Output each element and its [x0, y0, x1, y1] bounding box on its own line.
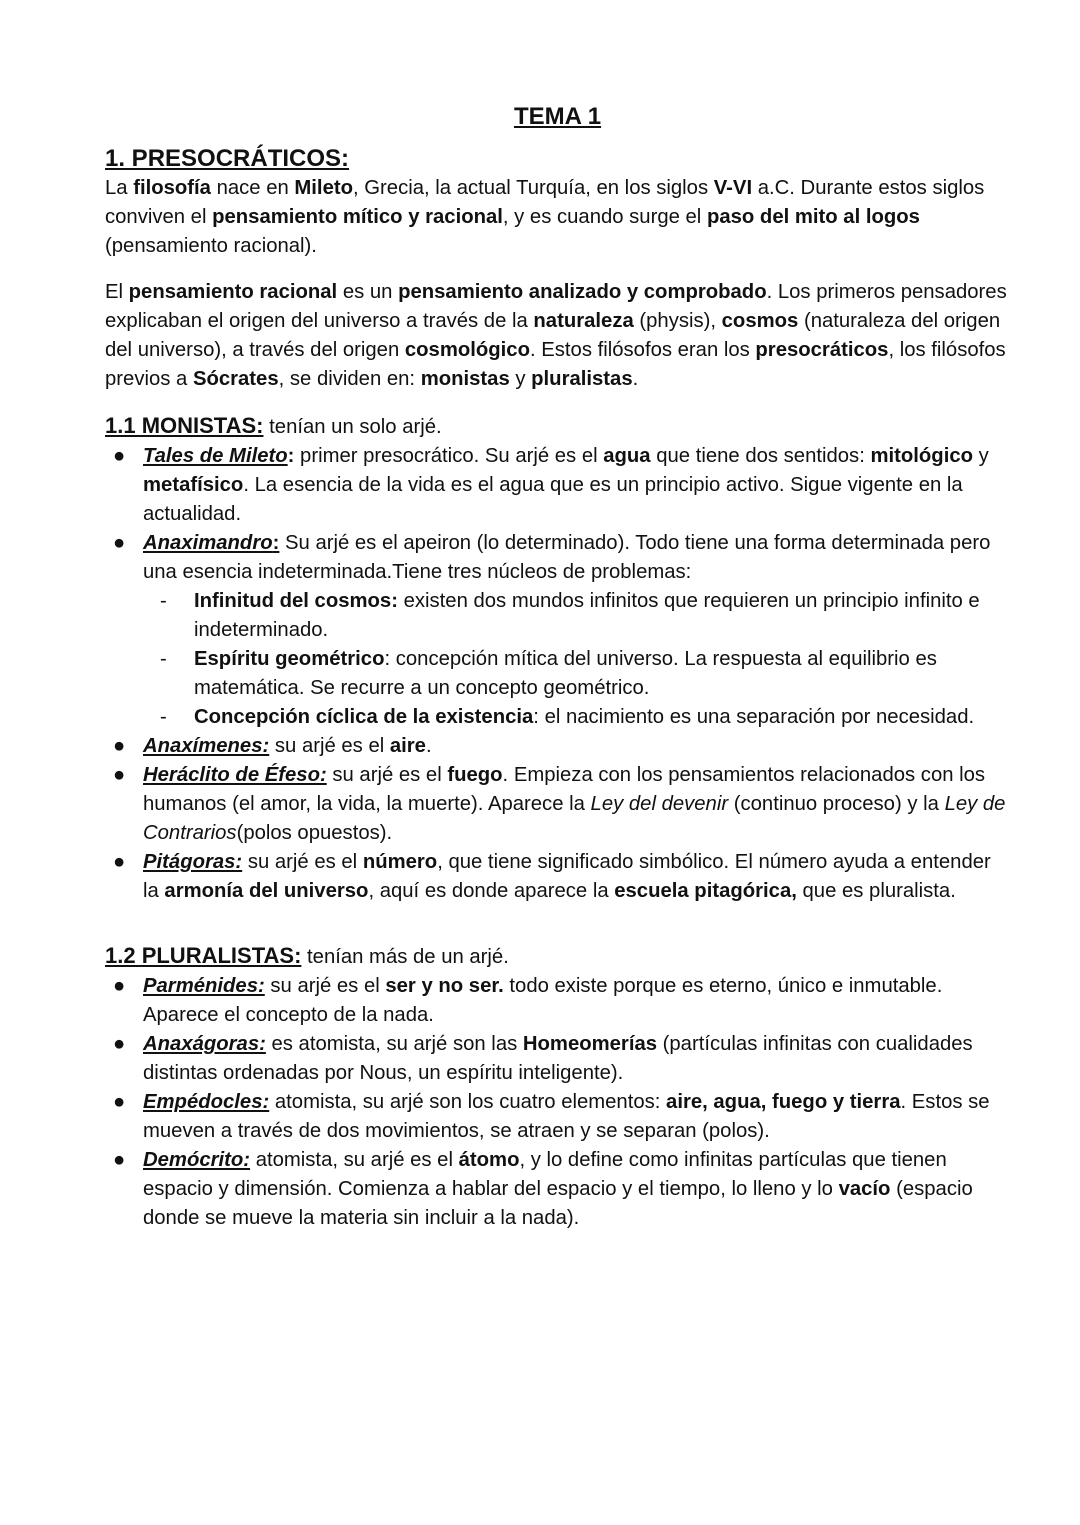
dash-marker: - [160, 590, 167, 612]
bullet-icon: ● [113, 764, 126, 786]
term-label: Demócrito: [143, 1149, 251, 1171]
text-run: su arjé es el [269, 735, 390, 757]
text-run: y [509, 368, 532, 390]
sub-list-item [105, 587, 1010, 645]
term-label: Empédocles: [143, 1091, 270, 1113]
text-run: fuego [447, 764, 503, 786]
text-run: , se dividen en: [278, 368, 421, 390]
spacer [105, 906, 1010, 935]
text-run: su arjé es el [242, 851, 363, 873]
text-run: su arjé es el [264, 975, 386, 997]
section-heading: 1. PRESOCRÁTICOS: [105, 145, 350, 172]
text-run: filosofía [133, 177, 211, 199]
list-item [105, 442, 1010, 529]
text-run: primer presocrático. Su arjé es el [294, 445, 604, 467]
subsection-heading [105, 941, 1010, 972]
text-run: , los filósofos previos a [105, 339, 1006, 390]
text-run: pluralistas [531, 368, 633, 390]
bullet-icon: ● [113, 1091, 126, 1113]
text-run: metafísico [143, 474, 244, 496]
heading-label: 1.1 MONISTAS: [105, 413, 264, 438]
text-run: : concepción mítica del universo. La respuesta al equilibrio es matemática. Se recurre a un concepto geométrico. [194, 648, 937, 699]
text-run: atomista, su arjé son los cuatro elementos: [269, 1091, 667, 1113]
text-run: aire, agua, fuego y tierra [666, 1091, 901, 1113]
list-item [105, 848, 1010, 906]
list-item [105, 1146, 1010, 1233]
term-label: : [272, 532, 280, 554]
term-label: Anaxágoras: [143, 1033, 266, 1055]
text-run: Mileto [294, 177, 353, 199]
text-run: Ley de Contrarios [143, 793, 1006, 844]
text-run: . Estos se mueven a través de dos movimientos, se atraen y se separan (polos). [143, 1091, 990, 1142]
text-run: escuela pitagórica, [614, 880, 797, 902]
text-run: paso del mito al logos [706, 206, 920, 228]
text-run: todo existe porque es eterno, único e inmutable. Aparece el concepto de la nada. [143, 975, 943, 1026]
list-item [105, 1088, 1010, 1146]
text-run: armonía del universo [164, 880, 369, 902]
text-run: Espíritu geométrico [194, 648, 385, 670]
text-run: agua [603, 445, 651, 467]
heading-label: 1.2 PLURALISTAS: [105, 943, 302, 968]
text-run: atomista, su arjé es el [250, 1149, 459, 1171]
text-run: : el nacimiento es una separación por necesidad. [533, 706, 975, 728]
text-run: Infinitud del cosmos: [194, 590, 398, 612]
text-run: presocráticos [755, 339, 889, 361]
text-run: que es pluralista. [796, 880, 956, 902]
text-run: (partículas infinitas con cualidades distintas ordenadas por Nous, un espíritu inteligente). [143, 1033, 973, 1084]
text-run: . La esencia de la vida es el agua que es un principio activo. Sigue vigente en la actualidad. [143, 474, 963, 525]
term-label: Anaxímenes: [143, 735, 270, 757]
text-run: , aquí es donde aparece la [368, 880, 615, 902]
sub-list-item [105, 645, 1010, 703]
text-run: , y lo define como infinitas partículas que tienen espacio y dimensión. Comienza a hablar del espacio y el tiempo, lo lleno y lo [143, 1149, 947, 1200]
term-label: Anaximandro [143, 532, 273, 554]
text-run: . [425, 735, 432, 757]
text-run: y [973, 445, 989, 467]
dash-marker: - [160, 648, 167, 670]
term-label: Parménides: [143, 975, 265, 997]
text-run: Su arjé es el apeiron (lo determinado). Todo tiene una forma determinada pero una esencia indeterminada.Tiene tres núcleos de problemas: [143, 532, 991, 583]
text-run: . Los primeros pensadores explicaban el origen del universo a través de la [105, 281, 1007, 332]
text-run: , que tiene significado simbólico. El número ayuda a entender la [143, 851, 991, 902]
text-run: mitológico [870, 445, 973, 467]
subsection-heading [105, 411, 1010, 442]
text-run: es un [337, 281, 399, 303]
bullet-icon: ● [113, 532, 126, 554]
text-run: . Estos filósofos eran los [529, 339, 756, 361]
text-run: tenían un solo arjé. [263, 416, 442, 438]
term-label: Tales de Mileto [143, 445, 288, 467]
text-run: naturaleza [533, 310, 634, 332]
text-run: V-VI [713, 177, 753, 199]
list-item [105, 732, 1010, 761]
text-run: , y es cuando surge el [502, 206, 707, 228]
paragraph [105, 278, 1010, 394]
text-run: La [105, 177, 134, 199]
text-run: vacío [838, 1178, 891, 1200]
text-run: , Grecia, la actual Turquía, en los siglos [353, 177, 714, 199]
term-label: Pitágoras: [143, 851, 243, 873]
bullet-icon: ● [113, 1033, 126, 1055]
text-run: (polos opuestos). [236, 822, 393, 844]
text-run: cosmológico [404, 339, 530, 361]
document-page [105, 100, 1010, 1233]
text-run: pensamiento mítico y racional [212, 206, 503, 228]
text-run: es atomista, su arjé son las [265, 1033, 523, 1055]
text-run: (continuo proceso) y la [728, 793, 945, 815]
text-run: su arjé es el [326, 764, 448, 786]
bullet-icon: ● [113, 975, 126, 997]
bullet-icon: ● [113, 851, 126, 873]
text-run: Ley del devenir [590, 793, 729, 815]
text-run: tenían más de un arjé. [301, 946, 509, 968]
text-run: (physis), [633, 310, 722, 332]
document-title: TEMA 1 [513, 103, 602, 130]
document-body [105, 174, 1010, 1233]
bullet-icon: ● [113, 1149, 126, 1171]
text-run: . Empieza con los pensamientos relacionados con los humanos (el amor, la vida, la muerte). Aparece la [143, 764, 986, 815]
text-run: a.C. Durante estos siglos conviven el [105, 177, 985, 228]
text-run: átomo [458, 1149, 520, 1171]
text-run: pensamiento racional [128, 281, 338, 303]
bullet-icon: ● [113, 735, 126, 757]
paragraph [105, 174, 1010, 261]
text-run: Sócrates [192, 368, 279, 390]
text-run: cosmos [721, 310, 799, 332]
text-run: El [105, 281, 129, 303]
list-item [105, 972, 1010, 1030]
text-run: (pensamiento racional). [105, 235, 317, 257]
text-run: aire [389, 735, 426, 757]
text-run: número [362, 851, 438, 873]
sub-list-item [105, 703, 1010, 732]
text-run: (espacio donde se mueve la materia sin incluir a la nada). [143, 1178, 973, 1229]
text-run: Concepción cíclica de la existencia [194, 706, 534, 728]
text-run: nace en [210, 177, 295, 199]
text-run: monistas [420, 368, 510, 390]
text-run: (naturaleza del origen del universo), a través del origen [105, 310, 1001, 361]
text-run: Homeomerías [522, 1033, 658, 1055]
text-run: pensamiento analizado y comprobado [398, 281, 767, 303]
text-run: : [287, 445, 295, 467]
dash-marker: - [160, 706, 167, 728]
text-run: que tiene dos sentidos: [650, 445, 871, 467]
list-item [105, 1030, 1010, 1088]
text-run: ser y no ser. [385, 975, 504, 997]
term-label: Heráclito de Éfeso: [143, 764, 327, 786]
list-item [105, 529, 1010, 587]
list-item [105, 761, 1010, 848]
text-run: existen dos mundos infinitos que requieren un principio infinito e indeterminado. [194, 590, 980, 641]
text-run: . [632, 368, 639, 390]
bullet-icon: ● [113, 445, 126, 467]
